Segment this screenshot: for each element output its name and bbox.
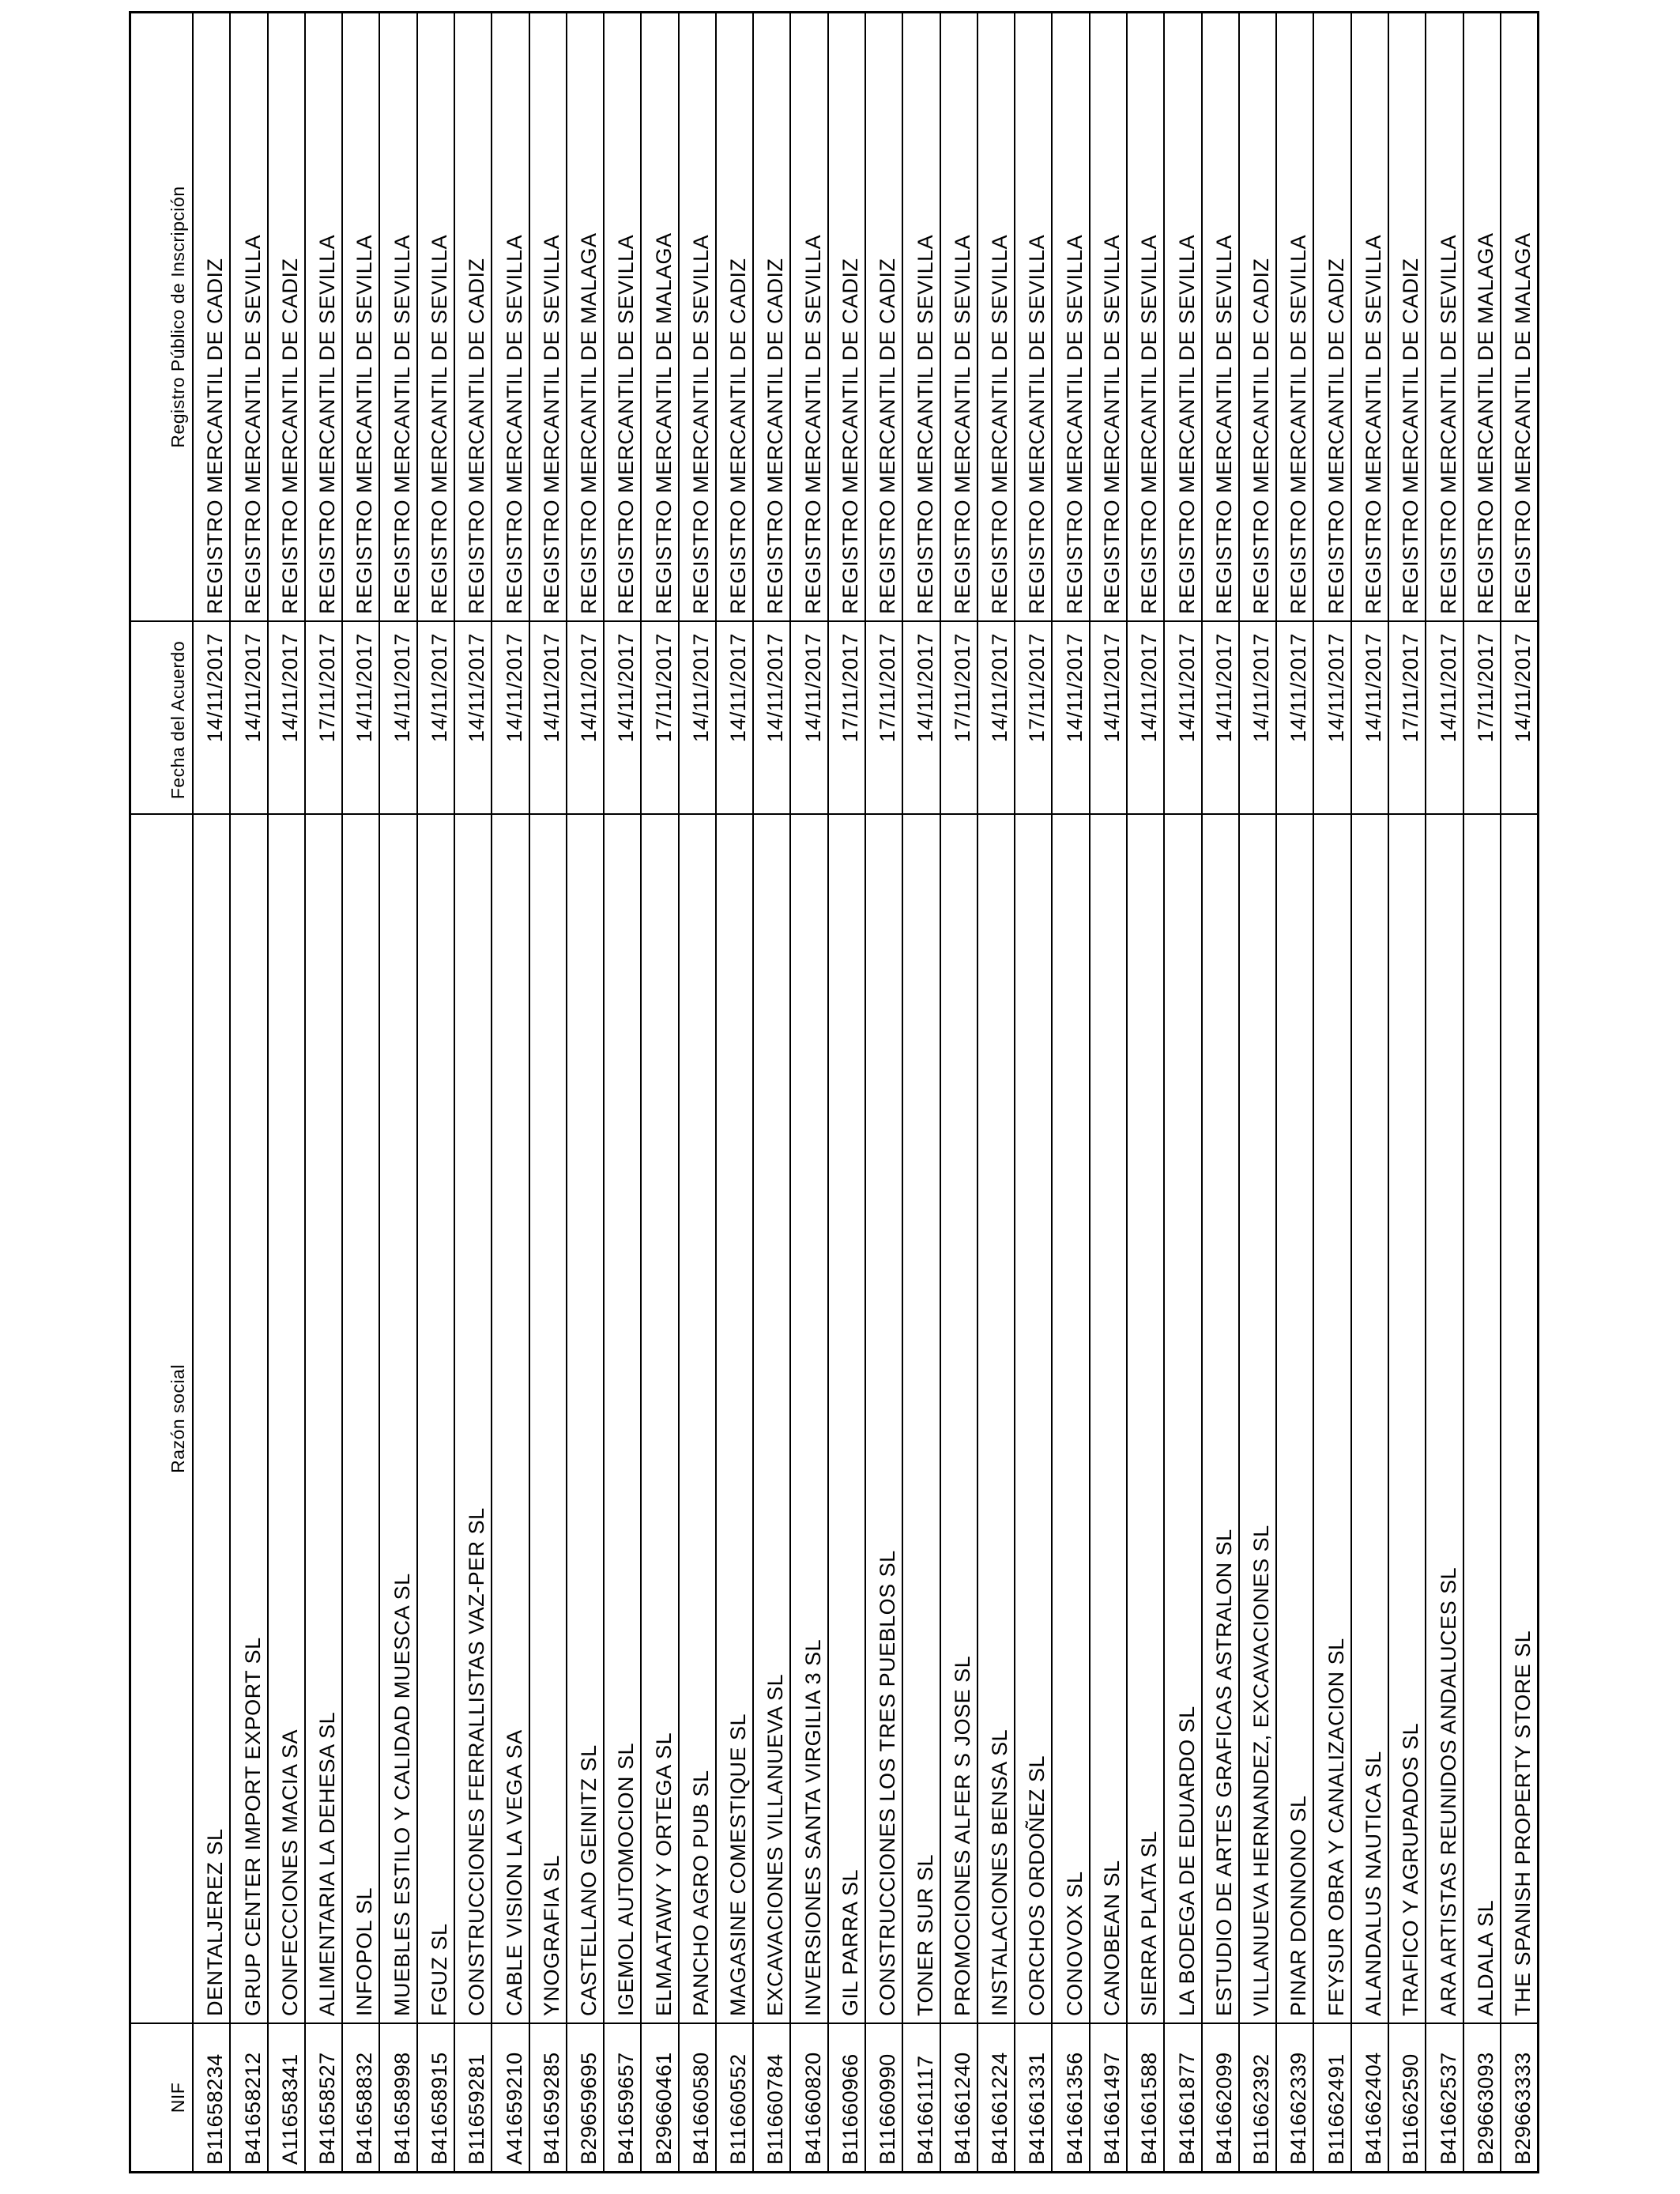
- cell-registro: REGISTRO MERCANTIL DE CADIZ: [1240, 13, 1275, 622]
- cell-fecha-acuerdo: 14/11/2017: [1090, 622, 1126, 815]
- cell-nif: B11662590: [1399, 2053, 1423, 2165]
- table-row: [454, 13, 491, 2171]
- cell-nif: B41661331: [1025, 2052, 1049, 2165]
- cell-registro: REGISTRO MERCANTIL DE SEVILLA: [380, 13, 416, 622]
- table-row: [940, 13, 977, 2171]
- cell-razon-social: INFOPOL SL: [343, 815, 379, 2024]
- cell-razon-social: GIL PARRA SL: [829, 815, 864, 2024]
- cell-fecha-acuerdo: 14/11/2017: [1053, 622, 1088, 815]
- table-row: [678, 13, 715, 2171]
- cell-razon-social: MUEBLES ESTILO Y CALIDAD MUESCA SL: [380, 815, 416, 2024]
- cell-nif: B41658212: [240, 2052, 265, 2165]
- cell-razon-social: FEYSUR OBRA Y CANALIZACION SL: [1314, 815, 1350, 2024]
- table-row: [1014, 13, 1051, 2171]
- cell-fecha-acuerdo: 14/11/2017: [754, 622, 789, 815]
- table-row: [566, 13, 603, 2171]
- cell-registro: REGISTRO MERCANTIL DE SEVILLA: [343, 13, 379, 622]
- cell-fecha-acuerdo: 14/11/2017: [269, 622, 304, 815]
- cell-fecha-acuerdo: 14/11/2017: [791, 622, 827, 815]
- cell-nif: B29660461: [651, 2052, 676, 2165]
- cell-registro: REGISTRO MERCANTIL DE CADIZ: [1389, 13, 1425, 622]
- cell-fecha-acuerdo: 17/11/2017: [1389, 622, 1425, 815]
- cell-fecha-acuerdo: 14/11/2017: [680, 622, 715, 815]
- cell-registro: REGISTRO MERCANTIL DE SEVILLA: [605, 13, 640, 622]
- cell-nif: B41658527: [315, 2052, 340, 2165]
- cell-nif: B41661224: [988, 2052, 1012, 2165]
- table-row: [715, 13, 752, 2171]
- header-nif: NIF: [167, 2082, 188, 2113]
- cell-nif: B41660580: [688, 2052, 713, 2165]
- cell-razon-social: CORCHOS ORDOÑEZ SL: [1015, 815, 1051, 2024]
- cell-razon-social: CABLE VISION LA VEGA SA: [492, 815, 528, 2024]
- table-row: [603, 13, 640, 2171]
- cell-nif: B11662491: [1324, 2053, 1348, 2165]
- table-row: [416, 13, 454, 2171]
- cell-razon-social: YNOGRAFIA SL: [530, 815, 566, 2024]
- table-row: [1238, 13, 1275, 2171]
- cell-razon-social: LA BODEGA DE EDUARDO SL: [1165, 815, 1200, 2024]
- cell-registro: REGISTRO MERCANTIL DE SEVILLA: [1015, 13, 1051, 622]
- table-row: [304, 13, 341, 2171]
- cell-nif: B41658832: [352, 2052, 377, 2165]
- table-row: [1126, 13, 1163, 2171]
- cell-fecha-acuerdo: 17/11/2017: [941, 622, 977, 815]
- cell-razon-social: SIERRA PLATA SL: [1128, 815, 1163, 2024]
- cell-registro: REGISTRO MERCANTIL DE SEVILLA: [1352, 13, 1388, 622]
- header-fecha-acuerdo: Fecha del Acuerdo: [131, 622, 192, 815]
- cell-fecha-acuerdo: 14/11/2017: [978, 622, 1014, 815]
- cell-nif: B41661240: [950, 2052, 974, 2165]
- cell-razon-social: CASTELLANO GEINITZ SL: [567, 815, 603, 2024]
- cell-registro: REGISTRO MERCANTIL DE SEVILLA: [1203, 13, 1238, 622]
- cell-registro: REGISTRO MERCANTIL DE MALAGA: [642, 13, 677, 622]
- cell-fecha-acuerdo: 14/11/2017: [1165, 622, 1200, 815]
- cell-fecha-acuerdo: 17/11/2017: [829, 622, 864, 815]
- table-row: [1350, 13, 1388, 2171]
- cell-razon-social: ALANDALUS NAUTICA SL: [1352, 815, 1388, 2024]
- cell-nif: B11660990: [876, 2053, 900, 2165]
- table-row: [864, 13, 902, 2171]
- cell-razon-social: ELMAATAWY Y ORTEGA SL: [642, 815, 677, 2024]
- table-header-row: [131, 13, 192, 2171]
- cell-fecha-acuerdo: 17/11/2017: [642, 622, 677, 815]
- cell-fecha-acuerdo: 14/11/2017: [605, 622, 640, 815]
- cell-fecha-acuerdo: 14/11/2017: [492, 622, 528, 815]
- cell-fecha-acuerdo: 14/11/2017: [1314, 622, 1350, 815]
- cell-registro: REGISTRO MERCANTIL DE SEVILLA: [903, 13, 939, 622]
- registry-table: [129, 11, 1539, 2173]
- cell-fecha-acuerdo: 17/11/2017: [306, 622, 341, 815]
- cell-registro: REGISTRO MERCANTIL DE MALAGA: [567, 13, 603, 622]
- cell-registro: REGISTRO MERCANTIL DE SEVILLA: [492, 13, 528, 622]
- cell-nif: B11660966: [838, 2053, 863, 2165]
- cell-fecha-acuerdo: 14/11/2017: [1277, 622, 1313, 815]
- table-row: [379, 13, 416, 2171]
- table-row: [1388, 13, 1425, 2171]
- cell-fecha-acuerdo: 17/11/2017: [1464, 622, 1500, 815]
- cell-registro: REGISTRO MERCANTIL DE CADIZ: [455, 13, 491, 622]
- table-row: [1163, 13, 1200, 2171]
- cell-fecha-acuerdo: 14/11/2017: [1426, 622, 1462, 815]
- cell-nif: B41659657: [614, 2052, 638, 2165]
- cell-fecha-acuerdo: 17/11/2017: [866, 622, 902, 815]
- cell-razon-social: DENTALJEREZ SL: [194, 815, 229, 2024]
- cell-nif: B41662404: [1361, 2052, 1385, 2165]
- cell-nif: B41661117: [913, 2055, 937, 2165]
- cell-fecha-acuerdo: 17/11/2017: [1015, 622, 1051, 815]
- cell-razon-social: CONOVOX SL: [1053, 815, 1088, 2024]
- cell-nif: B11660552: [726, 2053, 751, 2165]
- cell-fecha-acuerdo: 14/11/2017: [717, 622, 752, 815]
- cell-razon-social: ALIMENTARIA LA DEHESA SL: [306, 815, 341, 2024]
- cell-nif: B11658234: [203, 2053, 228, 2165]
- cell-fecha-acuerdo: 14/11/2017: [567, 622, 603, 815]
- table-row: [789, 13, 827, 2171]
- cell-registro: REGISTRO MERCANTIL DE SEVILLA: [1090, 13, 1126, 622]
- cell-nif: B41660820: [800, 2052, 825, 2165]
- cell-razon-social: CANOBEAN SL: [1090, 815, 1126, 2024]
- cell-registro: REGISTRO MERCANTIL DE SEVILLA: [1128, 13, 1163, 622]
- cell-razon-social: ARA ARTISTAS REUNIDOS ANDALUCES SL: [1426, 815, 1462, 2024]
- header-registro: Registro Público de Inscripción: [131, 13, 192, 622]
- cell-razon-social: CONFECCIONES MACIA SA: [269, 815, 304, 2024]
- table-row: [1201, 13, 1238, 2171]
- cell-registro: REGISTRO MERCANTIL DE SEVILLA: [791, 13, 827, 622]
- cell-registro: REGISTRO MERCANTIL DE SEVILLA: [418, 13, 454, 622]
- table-row: [977, 13, 1014, 2171]
- table-row: [827, 13, 864, 2171]
- table-row: [1463, 13, 1500, 2171]
- cell-nif: B41662099: [1211, 2052, 1236, 2165]
- table-row: [192, 13, 229, 2171]
- cell-fecha-acuerdo: 14/11/2017: [530, 622, 566, 815]
- cell-nif: B41658998: [390, 2052, 414, 2165]
- table-row: [529, 13, 566, 2171]
- table-row: [267, 13, 304, 2171]
- cell-registro: REGISTRO MERCANTIL DE SEVILLA: [1053, 13, 1088, 622]
- cell-razon-social: EXCAVACIONES VILLANUEVA SL: [754, 815, 789, 2024]
- cell-registro: REGISTRO MERCANTIL DE CADIZ: [194, 13, 229, 622]
- cell-razon-social: PINAR DONNONO SL: [1277, 815, 1313, 2024]
- table-row: [640, 13, 677, 2171]
- cell-registro: REGISTRO MERCANTIL DE MALAGA: [1501, 13, 1537, 622]
- cell-nif: B41658915: [427, 2052, 451, 2165]
- cell-razon-social: INSTALACIONES BENSA SL: [978, 815, 1014, 2024]
- cell-nif: B29663333: [1511, 2052, 1535, 2165]
- cell-registro: REGISTRO MERCANTIL DE CADIZ: [1314, 13, 1350, 622]
- cell-nif: B29663093: [1473, 2052, 1497, 2165]
- cell-registro: REGISTRO MERCANTIL DE CADIZ: [866, 13, 902, 622]
- cell-nif: B11662392: [1249, 2053, 1274, 2165]
- table-row: [1425, 13, 1462, 2171]
- cell-registro: REGISTRO MERCANTIL DE CADIZ: [829, 13, 864, 622]
- cell-razon-social: GRUP CENTER IMPORT EXPORT SL: [231, 815, 266, 2024]
- cell-fecha-acuerdo: 14/11/2017: [194, 622, 229, 815]
- table-row: [902, 13, 939, 2171]
- cell-registro: REGISTRO MERCANTIL DE CADIZ: [269, 13, 304, 622]
- table-row: [1089, 13, 1126, 2171]
- cell-fecha-acuerdo: 14/11/2017: [903, 622, 939, 815]
- cell-registro: REGISTRO MERCANTIL DE SEVILLA: [1165, 13, 1200, 622]
- table-row: [1051, 13, 1088, 2171]
- cell-razon-social: ALDALA SL: [1464, 815, 1500, 2024]
- cell-registro: REGISTRO MERCANTIL DE SEVILLA: [680, 13, 715, 622]
- cell-registro: REGISTRO MERCANTIL DE CADIZ: [754, 13, 789, 622]
- table-row: [1275, 13, 1313, 2171]
- cell-nif: B41661497: [1100, 2052, 1124, 2165]
- cell-nif: B41661588: [1137, 2052, 1162, 2165]
- cell-nif: B29659695: [577, 2052, 601, 2165]
- cell-registro: REGISTRO MERCANTIL DE SEVILLA: [978, 13, 1014, 622]
- table-row: [491, 13, 528, 2171]
- cell-registro: REGISTRO MERCANTIL DE SEVILLA: [530, 13, 566, 622]
- cell-fecha-acuerdo: 14/11/2017: [1203, 622, 1238, 815]
- cell-razon-social: INVERSIONES SANTA VIRGILIA 3 SL: [791, 815, 827, 2024]
- cell-razon-social: IGEMOL AUTOMOCION SL: [605, 815, 640, 2024]
- cell-fecha-acuerdo: 14/11/2017: [231, 622, 266, 815]
- cell-fecha-acuerdo: 14/11/2017: [343, 622, 379, 815]
- table-row: [1500, 13, 1537, 2171]
- cell-fecha-acuerdo: 14/11/2017: [1128, 622, 1163, 815]
- cell-registro: REGISTRO MERCANTIL DE SEVILLA: [231, 13, 266, 622]
- cell-fecha-acuerdo: 14/11/2017: [418, 622, 454, 815]
- cell-razon-social: CONSTRUCCIONES FERRALLISTAS VAZ-PER SL: [455, 815, 491, 2024]
- cell-nif: A41659210: [502, 2052, 526, 2165]
- table-row: [1313, 13, 1350, 2171]
- cell-fecha-acuerdo: 14/11/2017: [1352, 622, 1388, 815]
- cell-fecha-acuerdo: 14/11/2017: [455, 622, 491, 815]
- cell-razon-social: ESTUDIO DE ARTES GRAFICAS ASTRALON SL: [1203, 815, 1238, 2024]
- cell-nif: B11659281: [465, 2053, 489, 2165]
- header-razon-social: Razón social: [131, 815, 192, 2024]
- cell-fecha-acuerdo: 14/11/2017: [380, 622, 416, 815]
- cell-nif: A11658341: [277, 2053, 302, 2165]
- cell-nif: B41659285: [539, 2052, 563, 2165]
- cell-nif: B41661356: [1062, 2052, 1087, 2165]
- cell-registro: REGISTRO MERCANTIL DE CADIZ: [717, 13, 752, 622]
- cell-razon-social: PANCHO AGRO PUB SL: [680, 815, 715, 2024]
- cell-registro: REGISTRO MERCANTIL DE SEVILLA: [941, 13, 977, 622]
- cell-razon-social: FGUZ SL: [418, 815, 454, 2024]
- table-row: [341, 13, 379, 2171]
- cell-nif: B11660784: [763, 2053, 788, 2165]
- cell-razon-social: THE SPANISH PROPERTY STORE SL: [1501, 815, 1537, 2024]
- cell-razon-social: MAGASINE COMESTIQUE SL: [717, 815, 752, 2024]
- cell-registro: REGISTRO MERCANTIL DE SEVILLA: [1277, 13, 1313, 622]
- cell-nif: B41661877: [1174, 2052, 1199, 2165]
- cell-nif: B41662537: [1436, 2052, 1460, 2165]
- cell-fecha-acuerdo: 14/11/2017: [1501, 622, 1537, 815]
- cell-razon-social: TRAFICO Y AGRUPADOS SL: [1389, 815, 1425, 2024]
- cell-registro: REGISTRO MERCANTIL DE SEVILLA: [1426, 13, 1462, 622]
- table-row: [229, 13, 266, 2171]
- cell-fecha-acuerdo: 14/11/2017: [1240, 622, 1275, 815]
- cell-registro: REGISTRO MERCANTIL DE MALAGA: [1464, 13, 1500, 622]
- cell-razon-social: PROMOCIONES ALFER S JOSE SL: [941, 815, 977, 2024]
- cell-razon-social: TONER SUR SL: [903, 815, 939, 2024]
- cell-razon-social: VILLANUEVA HERNANDEZ, EXCAVACIONES SL: [1240, 815, 1275, 2024]
- cell-razon-social: CONSTRUCCIONES LOS TRES PUEBLOS SL: [866, 815, 902, 2024]
- cell-registro: REGISTRO MERCANTIL DE SEVILLA: [306, 13, 341, 622]
- table-row: [752, 13, 789, 2171]
- cell-nif: B41662339: [1286, 2052, 1311, 2165]
